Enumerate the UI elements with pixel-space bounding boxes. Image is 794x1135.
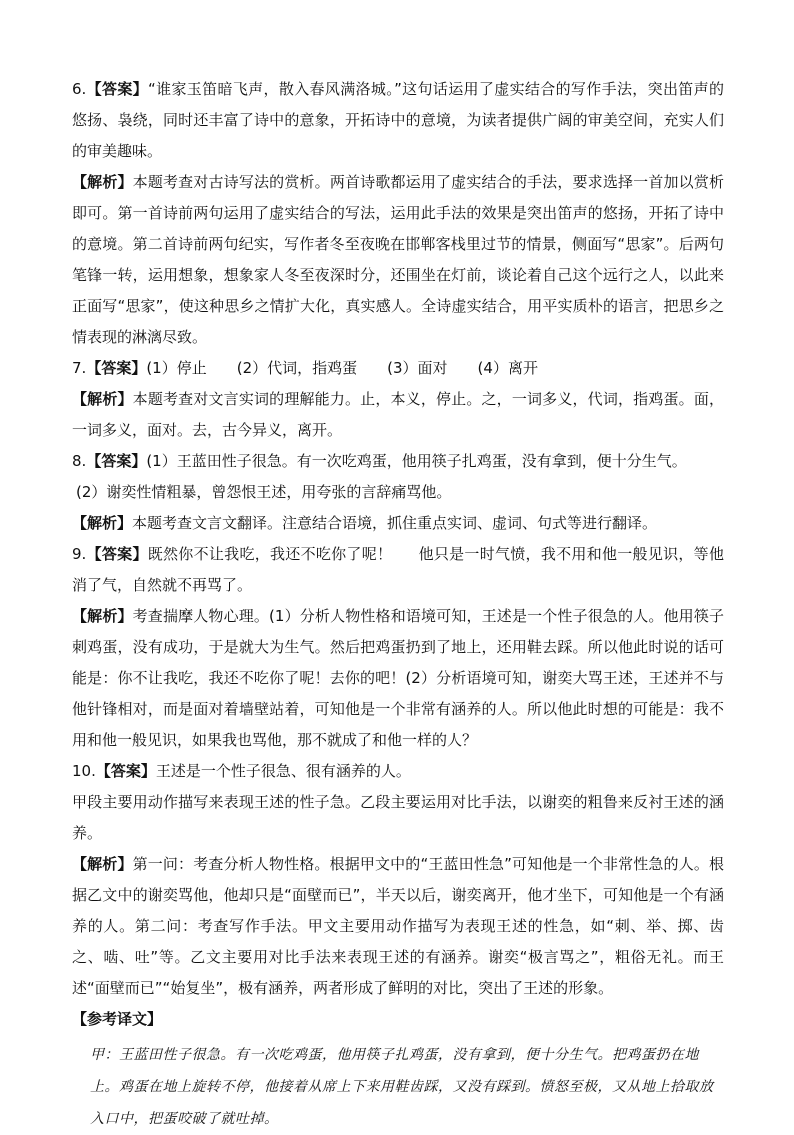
q8-answer	[72, 446, 724, 477]
q9-analysis	[72, 601, 724, 756]
q7-item-3: (3）面对	[387, 359, 448, 377]
q9-answer-tag: 【答案】	[86, 545, 148, 563]
q7-answer-tag: 【答案】	[86, 359, 147, 377]
q8-answer-1: (1）王蓝田性子很急。有一次吃鸡蛋，他用筷子扎鸡蛋，没有拿到，便十分生气。	[146, 452, 687, 470]
q9-analysis-tag: 【解析】	[72, 607, 133, 625]
q7-item-1: (1）停止	[146, 359, 207, 377]
q7-item-2: (2）代词，指鸡蛋	[236, 359, 358, 377]
q8-answer-second	[72, 477, 724, 508]
q7-analysis-text: 本题考查对文言实词的理解能力。止，本义，停止。之，一词多义，代词，指鸡蛋。面，一词多义，面对。去，古今异义，离开。	[72, 390, 724, 439]
q8-analysis	[72, 508, 724, 539]
q7-number: 7.	[72, 359, 87, 377]
q8-analysis-text: 本题考查文言文翻译。注意结合语境，抓住重点实词、虚词、句式等进行翻译。	[132, 514, 658, 532]
reference-translation: 甲：王蓝田性子很急。有一次吃鸡蛋，他用筷子扎鸡蛋，没有拿到，便十分生气。把鸡蛋扔在地上。鸡蛋在地上旋转不停，他接着从席上下来用鞋齿踩，又没有踩到。愤怒至极，又从地上拾取放入口中，把蛋咬破了就吐掉。	[90, 1047, 714, 1127]
q7-item-4: (4）离开	[477, 359, 538, 377]
q8-analysis-tag: 【解析】	[72, 514, 133, 532]
q9-analysis-text: 考查揣摩人物心理。(1）分析人物性格和语境可知，王述是一个性子很急的人。他用筷子刺鸡蛋，没有成功，于是就大为生气。然后把鸡蛋扔到了地上，还用鞋去踩。所以他此时说的话可能是：你不让我吃，我还不吃你了呢！去你的吧！(2）分析语境可知，谢奕大骂王述，王述并不与他针锋相对，而是面对着墙壁站着，可知他是一个非常有涵养的人。所以他此时想的可能是：我不用和他一般见识，如果我也骂他，那不就成了和他一样的人？	[72, 607, 724, 749]
reference-heading	[72, 1004, 724, 1035]
q9-answer	[72, 539, 724, 601]
q10-answer-text: 王述是一个性子很急、很有涵养的人。	[155, 762, 411, 780]
answer-document	[72, 74, 724, 1135]
q10-answer-line2	[72, 787, 724, 849]
q9-answer-a: 既然你不让我吃，我还不吃你了呢！	[147, 545, 393, 563]
q6-analysis	[72, 167, 724, 353]
q8-answer-2: (2）谢奕性情粗暴，曾怨恨王述，用夸张的言辞痛骂他。	[76, 483, 452, 501]
q10-answer	[72, 756, 724, 787]
q6-answer-tag: 【答案】	[86, 80, 149, 98]
q7-analysis-tag: 【解析】	[72, 390, 133, 408]
q9-answer-b: 他只是一时气愤，我不用和他一般见识，等他消了气，自然就不再骂了。	[72, 545, 724, 594]
q6-answer-text: “谁家玉笛暗飞声，散入春风满洛城。”这句话运用了虚实结合的写作手法，突出笛声的悠扬、袅绕，同时还丰富了诗中的意象，开拓诗中的意境，为读者提供广阔的审美空间，充实人们的审美趣味。	[72, 80, 724, 160]
q10-answer-tag: 【答案】	[95, 762, 156, 780]
q9-number: 9.	[72, 545, 87, 563]
reference-tag: 【参考译文】	[72, 1010, 163, 1028]
q7-answer	[72, 353, 724, 384]
q6-number: 6.	[72, 80, 87, 98]
q8-answer-tag: 【答案】	[86, 452, 147, 470]
q6-answer	[72, 74, 724, 167]
q10-number: 10.	[72, 762, 96, 780]
q6-analysis-text: 本题考查对古诗写法的赏析。两首诗歌都运用了虚实结合的手法，要求选择一首加以赏析即可。第一首诗前两句运用了虚实结合的写法，运用此手法的效果是突出笛声的悠扬，开拓了诗中的意境。第二首诗前两句纪实，写作者冬至夜晚在邯郸客栈里过节的情景，侧面写“思家”。后两句笔锋一转，运用想象，想象家人冬至夜深时分，还围坐在灯前，谈论着自己这个远行之人，以此来正面写“思家”，使这种思乡之情扩大化，真实感人。全诗虚实结合，用平实质朴的语言，把思乡之情表现的淋漓尽致。	[72, 173, 724, 346]
q7-analysis	[72, 384, 724, 446]
q6-analysis-tag: 【解析】	[72, 173, 133, 191]
q10-analysis-text: 第一问：考查分析人物性格。根据甲文中的“王蓝田性急”可知他是一个非常性急的人。根据乙文中的谢奕骂他，他却只是“面壁而已”，半天以后，谢奕离开，他才坐下，可知他是一个有涵养的人。第二问：考查写作手法。甲文主要用动作描写为表现王述的性急，如“刺、举、掷、齿之、啮、吐”等。乙文主要用对比手法来表现王述的有涵养。谢奕“极言骂之”，粗俗无礼。而王述“面壁而已”“始复坐”，极有涵养，两者形成了鲜明的对比，突出了王述的形象。	[72, 855, 724, 997]
q8-number: 8.	[72, 452, 87, 470]
q10-answer-detail: 甲段主要用动作描写来表现王述的性子急。乙段主要运用对比手法，以谢奕的粗鲁来反衬王述的涵养。	[72, 793, 724, 842]
q10-analysis	[72, 849, 724, 1004]
q10-analysis-tag: 【解析】	[72, 855, 133, 873]
